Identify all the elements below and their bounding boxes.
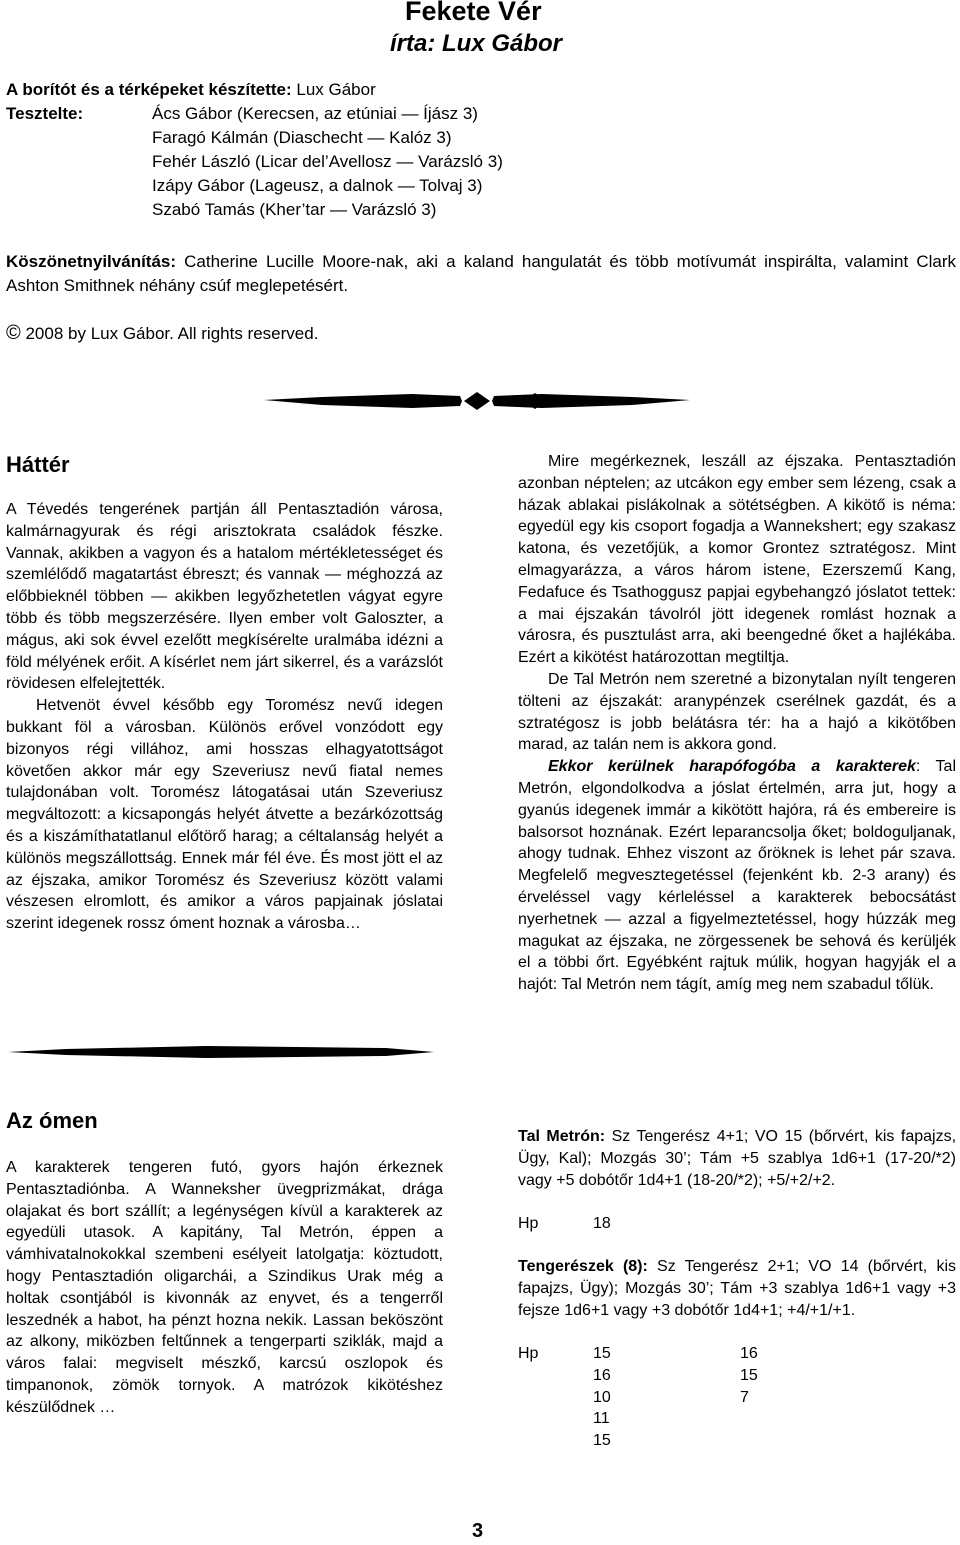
paragraph [518,756,956,996]
stat-text: Sz Tengerész 4+1; VO 15 (bőrvért, kis fapajzs, Ügy, Kal); Mozgás 30’; Tám +5 szablya 1d6+1 (17-20/*2) vagy +5 dobótőr 1d4+1 (18-20/*2); +5/+2/+2. [518,1128,957,1189]
hp-value: 10 [593,1388,611,1406]
hp-value: 16 [740,1345,758,1362]
hp-value: 15 [593,1432,611,1450]
tester-row [6,102,503,126]
tester-row: Izápy Gábor (Lageusz, a dalnok — Tolvaj 3) [152,176,483,195]
heading-background: Háttér [6,452,70,477]
hp-value: 7 [740,1388,749,1406]
acknowledgements-text: Catherine Lucille Moore-nak, aki a kaland hangulatát és több motívumát inspirálta, valamint Clark Ashton Smithnek néhány csúf meglepetésért. [6,252,956,295]
paragraph: A karakterek tengeren futó, gyors hajón érkeznek Pentasztadiónba. A Wanneksher üvegprizmákat, drága olajakat és bort szállít; a legénységen kívül a karakterek az egyedüli utasok. A kapitány, Tal Metrón, éppen a vámhivatalnokokkal szembeni esélyeit latolgatja: köztudott, hogy Pentasztadión oligarchái, a Szindikus Urak még a holtak csontjából is kivonnák az enyvet, és a tengerről leszednék a habot, ha pénzt hozna nekik. Lassan beköszönt az alkony, miközben feltűnnek a tengerparti sziklák, majd a város falai: megviselt mészkő, karcsú oszlopok és timpanonok, zömök tornyok. A matrózok kikötéshez készülődnek … [6,1159,443,1416]
document-title: Fekete Vér [405,0,542,26]
hp-value: 16 [593,1366,611,1384]
paragraph: De Tal Metrón nem szeretné a bizonytalan nyílt tengeren tölteni az éjszakát: aranypénzek cserélnek gazdát, és a sztratégosz is jobb belátásra tér: ha a hajó a kikötőben marad, az talán nem is akkora gond. [518,670,956,754]
background-text [6,499,443,935]
tester-row: Faragó Kálmán (Diaschecht — Kalóz 3) [152,128,452,147]
tester-row: Szabó Tamás (Kher’tar — Varázsló 3) [152,200,437,219]
stat-text: Sz Tengerész 2+1; VO 14 (bőrvért, kis fapajzs, Ügy); Mozgás 30’; Tám +3 szablya 1d6+1 vagy +3 fejsze 1d6+1 vagy +3 dobótőr 1d4+1; +4/+1/+1. [518,1258,956,1319]
emphasis-text: Ekkor kerülnek harapófogóba a karakterek [548,758,916,776]
stat-name: Tal Metrón: [518,1128,606,1145]
copyright-text: 2008 by Lux Gábor. All rights reserved. [20,324,319,343]
paragraph: Hetvenöt évvel később egy Toromész nevű idegen bukkant föl a városban. Különös erővel vonzódott egy bizonyos régi villához, ami hosszas elhagyatottságot követően akkor már egy Szeveriusz nevű fiatal nemes tulajdonában volt. Toromész látogatásai után Szeveriusz megváltozott: a kicsapongás helyét átvette a bezárkózottság és a kiszámíthatatlanul előtörő harag; a céltalanság helyét a különös megszállottság. Ennek már fél éve. És most jött el az az éjszaka, amikor Toromész és Szeveriusz között valami vészesen elromlott, és amikor a város papjainak jóslatai szerint idegenek rossz óment hoznak a városba… [6,697,443,933]
hp-value: 15 [593,1345,611,1362]
hp-value: 18 [593,1215,611,1232]
ornamental-divider-icon [262,383,692,419]
document-subtitle: írta: Lux Gábor [390,30,563,57]
hp-list-col1 [593,1343,611,1452]
paragraph-text: : Tal Metrón, elgondolkodva a jóslat értelmén, arra jut, hogy a gyanús idegenek immár a kikötött hajóra, rá és embereire is balsorsot hoznának. Ezért leparancsolja őket; boldoguljanak, ahogy tudnak. Ehhez viszont az őröknek is lehet pár szava. Megfelelő megvesztegetéssel (fejenként kb. 2-3 arany) és érveléssel vagy kérleléssel a karakterek bebocsátást nyerhetnek — azzal a figyelmeztetéssel, hogy húzzák meg magukat az éjszaka, ne zörgessenek be sehová és kerüljék el a többi őrt. Egyébként rajtuk múlik, hogyan hagyják el a hajót: Tal Metrón nem tágít, amíg meg nem szabadul tőlük. [518,758,956,994]
heading-omen: Az ómen [6,1108,98,1133]
paragraph: Mire megérkeznek, leszáll az éjszaka. Pentasztadión azonban néptelen; az utcákon egy ember sem lézeng, csak a házak ablakai pislákolnak a sötétségben. A kikötő is néma: egyedül egy kis csoport fogadja a Wannekshert; egy szakasz katona, és vezetőjük, a komor Grontez sztratégosz. Mint elmagyarázza, a város három istene, Ezerszemű Kang, Fedafuce és Tsathoggusz papjai egybehangzó jóslatot tettek: a mai éjszakán távolról jött idegenek romlást hoznak a városra, és pusztulást arra, aki beengedné őket a hajlékába. Ezért a kikötést határozottan megtiltja. [518,453,956,667]
tester-row: Fehér László (Licar del’Avellosz — Varázsló 3) [152,152,503,171]
hp-value: 15 [740,1366,758,1384]
paragraph: A Tévedés tengerének partján áll Pentasztadión városa, kalmárnagyurak és régi arisztokrata családok fészke. Vannak, akikben a vagyon és a hatalom mértékletességet és szemlélődő magatartást ébreszt; és vannak — méghozzá az előbbieknél többen — akikben legyőzhetetlen vágyat egyre több és több megszerzésére. Ilyen ember volt Galoszter, a mágus, aki sok évvel ezelőtt megkísérelte uralmába idézni a föld mélyének erőit. A kísérlet nem járt sikerrel, és a varázslót rövidesen elfelejtették. [6,501,443,693]
copyright-icon: © [6,322,21,344]
cover-credit-value: Lux Gábor [291,80,376,99]
cover-credit-label: A borítót és a térképeket készítette: [6,80,292,99]
tester-name: Ács Gábor (Kerecsen, az etúniai — Íjász 3) [152,104,478,123]
credits-block [6,78,503,222]
stat-block-captain [518,1126,956,1191]
cover-credit [6,78,503,102]
acknowledgements-label: Köszönetnyilvánítás: [6,252,177,271]
stat-name: Tengerészek (8): [518,1258,648,1275]
page-number: 3 [472,1520,484,1542]
testers-label: Tesztelte: [6,104,84,123]
omen-text [6,1157,443,1419]
copyright-line [6,322,318,345]
ornamental-divider-icon [6,1040,436,1064]
hp-value: 11 [593,1410,610,1428]
stat-block-sailors [518,1256,956,1321]
hp-list-col2 [740,1343,758,1408]
right-column-text [518,451,956,996]
acknowledgements [6,250,956,298]
hp-label: Hp [518,1345,539,1362]
hp-label: Hp [518,1215,539,1232]
